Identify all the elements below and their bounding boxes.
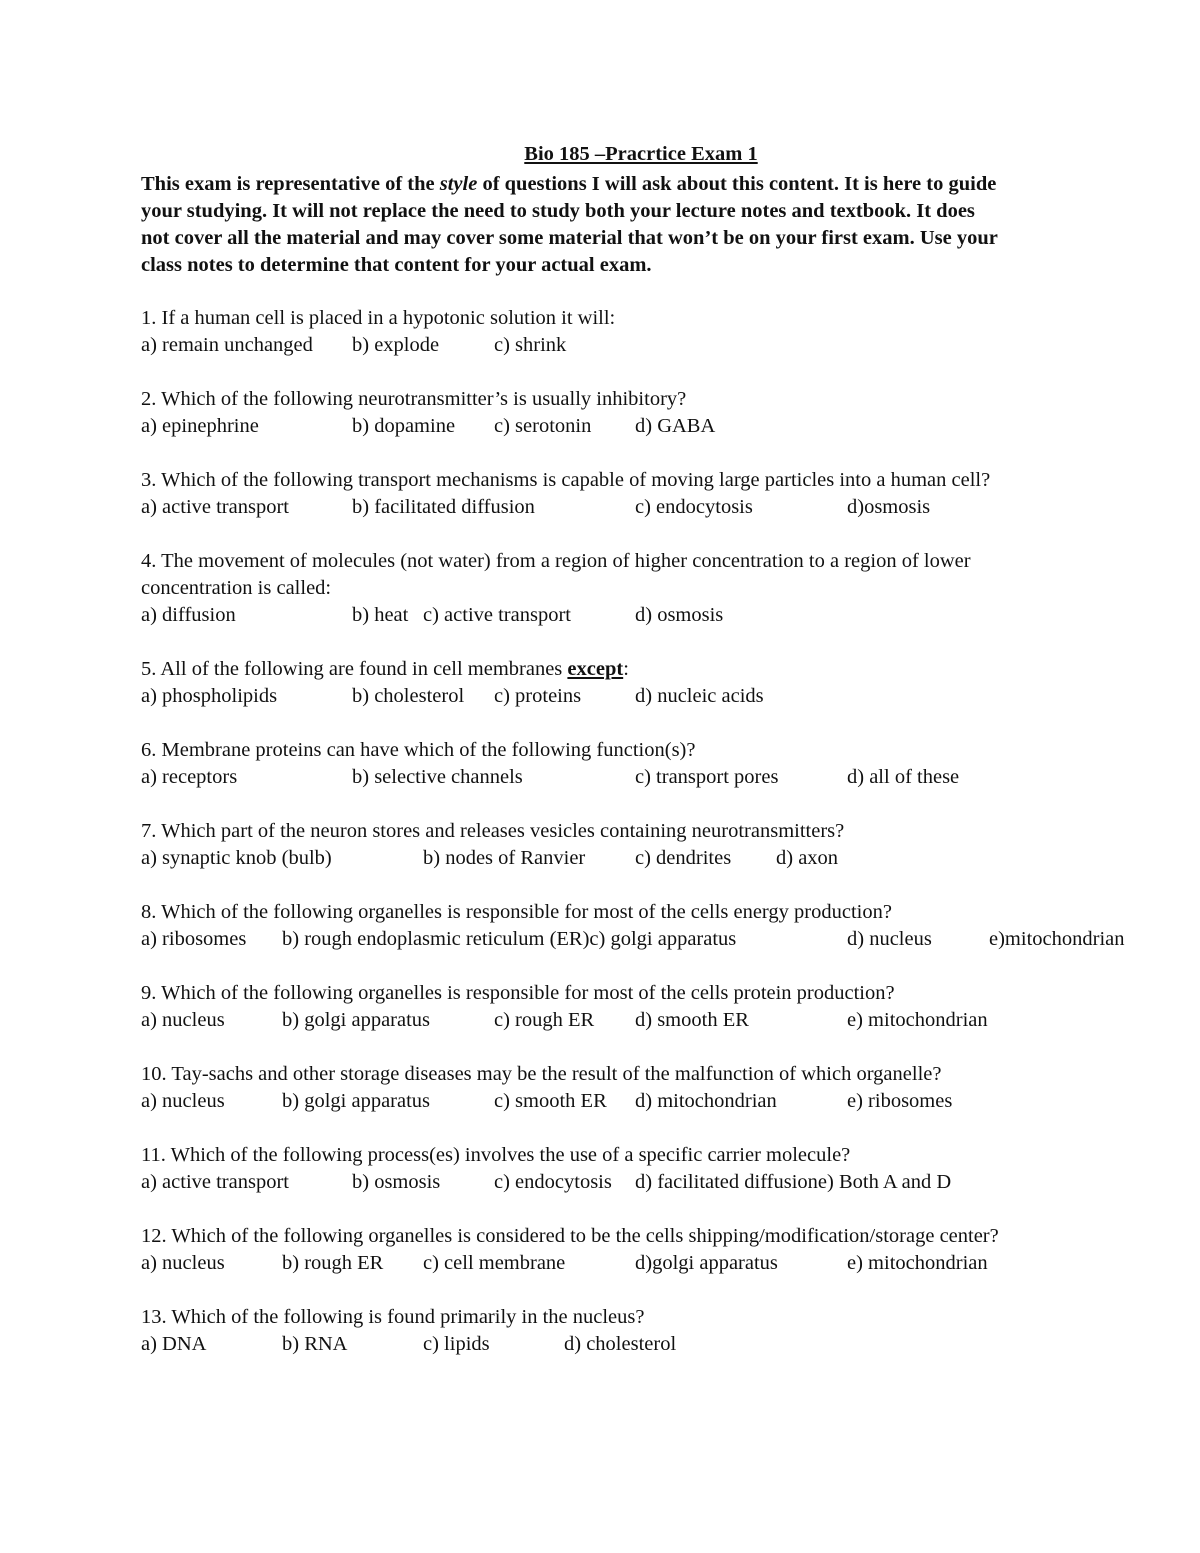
option-d: d)golgi apparatus xyxy=(635,1252,778,1274)
answer-options xyxy=(141,602,971,629)
question-stem-line-1: 4. The movement of molecules (not water) from a region of higher concentration to a region of lower xyxy=(141,550,971,572)
option-d-e: d) facilitated diffusione) Both A and D xyxy=(635,1171,952,1193)
option-d: d) cholesterol xyxy=(564,1333,677,1355)
intro-line-1: This exam is representative of the style of questions I will ask about this content. It is here to guide xyxy=(141,173,997,195)
option-c: c) active transport xyxy=(423,604,571,626)
option-d: d) nucleus xyxy=(847,928,932,950)
option-e: e) mitochondrian xyxy=(847,1252,988,1274)
except-emphasis: except xyxy=(567,658,624,680)
answer-options xyxy=(141,1331,677,1358)
intro-line-3: not cover all the material and may cover some material that won’t be on your first exam. Use your xyxy=(141,227,998,249)
option-b: b) golgi apparatus xyxy=(282,1009,431,1031)
option-c: c) transport pores xyxy=(635,766,779,788)
answer-options xyxy=(141,683,764,710)
question-3 xyxy=(141,467,990,521)
question-10 xyxy=(141,1061,953,1115)
option-c: c) lipids xyxy=(423,1333,490,1355)
option-d: d) nucleic acids xyxy=(635,685,764,707)
option-a: a) epinephrine xyxy=(141,415,259,437)
option-c: c) endocytosis xyxy=(635,496,753,518)
option-c: c) serotonin xyxy=(494,415,592,437)
option-b: b) selective channels xyxy=(352,766,523,788)
question-12 xyxy=(141,1223,999,1277)
option-a: a) DNA xyxy=(141,1333,207,1355)
answer-options xyxy=(141,845,844,872)
option-b: b) facilitated diffusion xyxy=(352,496,535,518)
answer-options xyxy=(141,413,716,440)
intro-paragraph xyxy=(141,171,1151,279)
option-d: d) GABA xyxy=(635,415,716,437)
option-c: c) smooth ER xyxy=(494,1090,607,1112)
option-a: a) active transport xyxy=(141,496,289,518)
question-stem: 7. Which part of the neuron stores and releases vesicles containing neurotransmitters? xyxy=(141,820,845,842)
answer-options xyxy=(141,332,615,359)
option-e: e)mitochondrian xyxy=(989,928,1125,950)
option-c: c) cell membrane xyxy=(423,1252,566,1274)
option-c: c) endocytosis xyxy=(494,1171,612,1193)
option-a: a) phospholipids xyxy=(141,685,278,707)
option-b: b) nodes of Ranvier xyxy=(423,847,586,869)
option-a: a) receptors xyxy=(141,766,238,788)
answer-options xyxy=(141,494,990,521)
intro-line-2: your studying. It will not replace the need to study both your lecture notes and textbook. It does xyxy=(141,200,975,222)
question-stem: 8. Which of the following organelles is responsible for most of the cells energy production? xyxy=(141,901,892,923)
question-11 xyxy=(141,1142,952,1196)
question-8 xyxy=(141,899,1125,953)
option-a: a) diffusion xyxy=(141,604,236,626)
answer-options xyxy=(141,764,960,791)
option-b-c: b) rough endoplasmic reticulum (ER)c) golgi apparatus xyxy=(282,928,737,950)
question-stem: 12. Which of the following organelles is considered to be the cells shipping/modification/storage center? xyxy=(141,1225,999,1247)
question-5 xyxy=(141,656,764,710)
option-e: e) mitochondrian xyxy=(847,1009,988,1031)
intro-emphasis: style xyxy=(439,173,478,195)
answer-options xyxy=(141,1007,988,1034)
question-stem: 10. Tay-sachs and other storage diseases may be the result of the malfunction of which organelle? xyxy=(141,1063,942,1085)
option-a: a) active transport xyxy=(141,1171,289,1193)
question-stem: 5. All of the following are found in cell membranes except: xyxy=(141,658,629,680)
option-d: d) smooth ER xyxy=(635,1009,749,1031)
option-b: b) osmosis xyxy=(352,1171,441,1193)
option-d: d) all of these xyxy=(847,766,960,788)
option-a: a) synaptic knob (bulb) xyxy=(141,847,332,869)
option-b: b) golgi apparatus xyxy=(282,1090,431,1112)
page-title: Bio 185 –Pracrtice Exam 1 xyxy=(524,143,758,165)
answer-options xyxy=(141,926,1125,953)
option-b: b) explode xyxy=(352,334,440,356)
question-stem-line-2: concentration is called: xyxy=(141,577,332,599)
option-d: d)osmosis xyxy=(847,496,931,518)
option-a: a) nucleus xyxy=(141,1252,225,1274)
option-c: c) dendrites xyxy=(635,847,732,869)
intro-line-4: class notes to determine that content for your actual exam. xyxy=(141,254,652,276)
question-7 xyxy=(141,818,844,872)
option-d: d) axon xyxy=(776,847,839,869)
question-stem: 13. Which of the following is found primarily in the nucleus? xyxy=(141,1306,645,1328)
answer-options xyxy=(141,1169,952,1196)
question-stem: 6. Membrane proteins can have which of the following function(s)? xyxy=(141,739,696,761)
option-e: e) ribosomes xyxy=(847,1090,953,1112)
answer-options xyxy=(141,1088,953,1115)
option-d: d) osmosis xyxy=(635,604,724,626)
option-b: b) cholesterol xyxy=(352,685,465,707)
option-b: b) rough ER xyxy=(282,1252,384,1274)
option-d: d) mitochondrian xyxy=(635,1090,777,1112)
question-stem: 9. Which of the following organelles is responsible for most of the cells protein production? xyxy=(141,982,895,1004)
option-c: c) proteins xyxy=(494,685,582,707)
question-6 xyxy=(141,737,960,791)
option-c: c) rough ER xyxy=(494,1009,595,1031)
option-a: a) ribosomes xyxy=(141,928,247,950)
question-2 xyxy=(141,386,716,440)
option-b: b) RNA xyxy=(282,1333,348,1355)
option-c: c) shrink xyxy=(494,334,567,356)
question-stem: 3. Which of the following transport mechanisms is capable of moving large particles into a human cell? xyxy=(141,469,991,491)
question-stem: 11. Which of the following process(es) involves the use of a specific carrier molecule? xyxy=(141,1144,851,1166)
question-stem: 2. Which of the following neurotransmitter’s is usually inhibitory? xyxy=(141,388,687,410)
question-4 xyxy=(141,548,971,629)
question-13 xyxy=(141,1304,677,1358)
question-9 xyxy=(141,980,988,1034)
option-a: a) nucleus xyxy=(141,1009,225,1031)
option-a: a) remain unchanged xyxy=(141,334,313,356)
question-stem: 1. If a human cell is placed in a hypotonic solution it will: xyxy=(141,307,616,329)
option-a: a) nucleus xyxy=(141,1090,225,1112)
option-b: b) dopamine xyxy=(352,415,456,437)
question-1 xyxy=(141,305,615,359)
option-b: b) heat xyxy=(352,604,409,626)
answer-options xyxy=(141,1250,999,1277)
